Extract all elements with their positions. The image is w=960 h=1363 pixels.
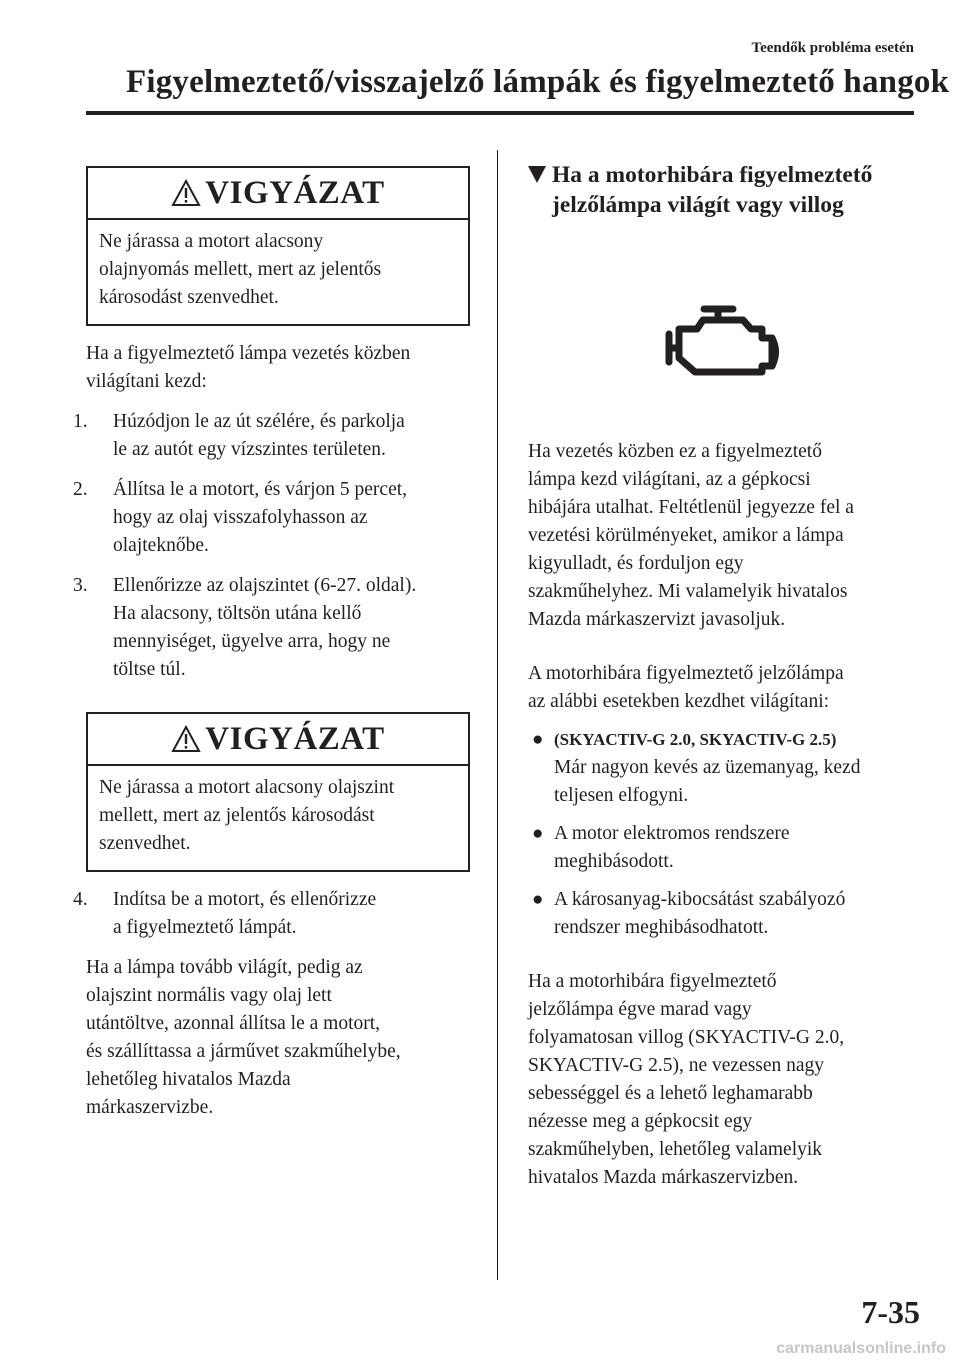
bullet-icon: ●: [532, 823, 544, 844]
right-column: [528, 160, 918, 1192]
warning-box: [86, 712, 470, 872]
warning-triangle-icon: [171, 725, 201, 753]
text-line: Indítsa be a motort, és ellenőrizze: [113, 889, 377, 910]
text-line: folyamatosan villog (SKYACTIV-G 2.0,: [528, 1027, 845, 1048]
text-line: Ha alacsony, töltsön utána kellő: [113, 603, 362, 624]
text-line: jelzőlámpa égve marad vagy: [528, 999, 752, 1020]
text-line: a figyelmeztető lámpát.: [113, 917, 297, 938]
step-item: [73, 476, 470, 560]
warning-line: olajnyomás mellett, mert az jelentős: [99, 259, 382, 280]
engine-check-icon: [659, 302, 787, 382]
text-line: Már nagyon kevés az üzemanyag, kezd: [554, 757, 861, 778]
text-line: nézesse meg a gépkocsit egy: [528, 1111, 753, 1132]
list-item: [528, 820, 918, 876]
text-line: rendszer meghibásodhatott.: [554, 917, 769, 938]
engine-variant-label: (SKYACTIV-G 2.0, SKYACTIV-G 2.5): [554, 730, 837, 749]
text-line: Mazda márkaszervizt javasoljuk.: [528, 609, 786, 630]
warning-line: Ne járassa a motort alacsony: [99, 231, 324, 252]
text-line: és szállíttassa a járművet szakműhelybe,: [86, 1041, 401, 1062]
warning-line: mellett, mert az jelentős károsodást: [99, 805, 375, 826]
text-line: Húzódjon le az út szélére, és parkolja: [113, 411, 405, 432]
watermark: carmanualsonline.info: [776, 1340, 946, 1357]
text-line: Ha a figyelmeztető lámpa vezetés közben: [86, 343, 411, 364]
heading-line: jelzőlámpa világít vagy villog: [552, 192, 844, 218]
intro-paragraph: [86, 340, 470, 396]
step-item: [73, 886, 470, 942]
text-line: utántöltve, azonnal állítsa le a motort,: [86, 1013, 381, 1034]
warning-box: [86, 166, 470, 326]
left-column: [73, 166, 470, 1122]
section-subtitle: Teendők probléma esetén: [751, 40, 914, 56]
warning-text: [88, 220, 468, 324]
text-line: A motor elektromos rendszere: [554, 823, 790, 844]
page-title: Figyelmeztető/visszajelző lámpák és figyelmeztető hangok: [126, 64, 950, 100]
text-line: az alábbi esetekben kezdhet világítani:: [528, 691, 830, 712]
text-line: SKYACTIV-G 2.5), ne vezessen nagy: [528, 1055, 825, 1076]
text-line: A motorhibára figyelmeztető jelzőlámpa: [528, 663, 844, 684]
text-line: Ha a motorhibára figyelmeztető: [528, 971, 777, 992]
text-line: szakműhelyben, lehetőleg valamelyik: [528, 1139, 823, 1160]
text-line: teljesen elfogyni.: [554, 785, 689, 806]
text-line: olajszint normális vagy olaj lett: [86, 985, 332, 1006]
heading-line: Ha a motorhibára figyelmeztető: [552, 162, 873, 188]
text-line: A károsanyag-kibocsátást szabályozó: [554, 889, 846, 910]
text-line: meghibásodott.: [554, 851, 674, 872]
warning-line: károsodást szenvedhet.: [99, 287, 279, 308]
text-line: Ha vezetés közben ez a figyelmeztető: [528, 441, 822, 462]
conditions-intro: [528, 660, 918, 716]
warning-triangle-icon: [171, 179, 201, 207]
outro-paragraph: [86, 954, 470, 1122]
warning-line: szenvedhet.: [99, 833, 191, 854]
list-item: [528, 726, 918, 810]
text-line: világítani kezd:: [86, 371, 207, 392]
text-line: vezetési körülményeket, amikor a lámpa: [528, 525, 844, 546]
page-number: 7-35: [861, 1294, 920, 1330]
bullet-icon: ●: [532, 729, 544, 750]
text-line: le az autót egy vízszintes területen.: [113, 439, 386, 460]
section-marker-icon: [528, 166, 546, 183]
text-line: hogy az olaj visszafolyhasson az: [113, 507, 368, 528]
warning-box-title: [88, 168, 468, 220]
text-line: olajteknőbe.: [113, 535, 209, 556]
warning-label: VIGYÁZAT: [205, 174, 385, 211]
step-item: [73, 408, 470, 464]
column-divider: [497, 150, 498, 1280]
warning-label: VIGYÁZAT: [205, 720, 385, 757]
text-line: hibájára utalhat. Feltétlenül jegyezze fel a: [528, 497, 854, 518]
step-number: 4.: [73, 889, 88, 910]
text-line: Állítsa le a motort, és várjon 5 percet,: [113, 479, 408, 500]
warning-box-title: [88, 714, 468, 766]
warning-line: Ne járassa a motort alacsony olajszint: [99, 777, 395, 798]
description-paragraph: [528, 438, 918, 634]
text-line: sebességgel és a lehető leghamarabb: [528, 1083, 813, 1104]
text-line: mennyiséget, ügyelve arra, hogy ne: [113, 631, 391, 652]
text-line: Ellenőrizze az olajszintet (6-27. oldal).: [113, 575, 417, 596]
text-line: lámpa kezd világítani, az a gépkocsi: [528, 469, 811, 490]
section-heading: [528, 160, 918, 220]
text-line: Ha a lámpa tovább világít, pedig az: [86, 957, 363, 978]
step-item: [73, 572, 470, 684]
header-rule: [86, 111, 914, 115]
warning-text: [88, 766, 468, 870]
step-number: 3.: [73, 575, 88, 596]
text-line: töltse túl.: [113, 659, 186, 680]
step-number: 2.: [73, 479, 88, 500]
list-item: [528, 886, 918, 942]
advice-paragraph: [528, 968, 918, 1192]
text-line: hivatalos Mazda márkaszervizben.: [528, 1167, 799, 1188]
text-line: szakműhelyhez. Mi valamelyik hivatalos: [528, 581, 848, 602]
bullet-icon: ●: [532, 889, 544, 910]
step-number: 1.: [73, 411, 88, 432]
text-line: kigyulladt, és forduljon egy: [528, 553, 744, 574]
text-line: lehetőleg hivatalos Mazda: [86, 1069, 291, 1090]
text-line: márkaszervizbe.: [86, 1097, 214, 1118]
